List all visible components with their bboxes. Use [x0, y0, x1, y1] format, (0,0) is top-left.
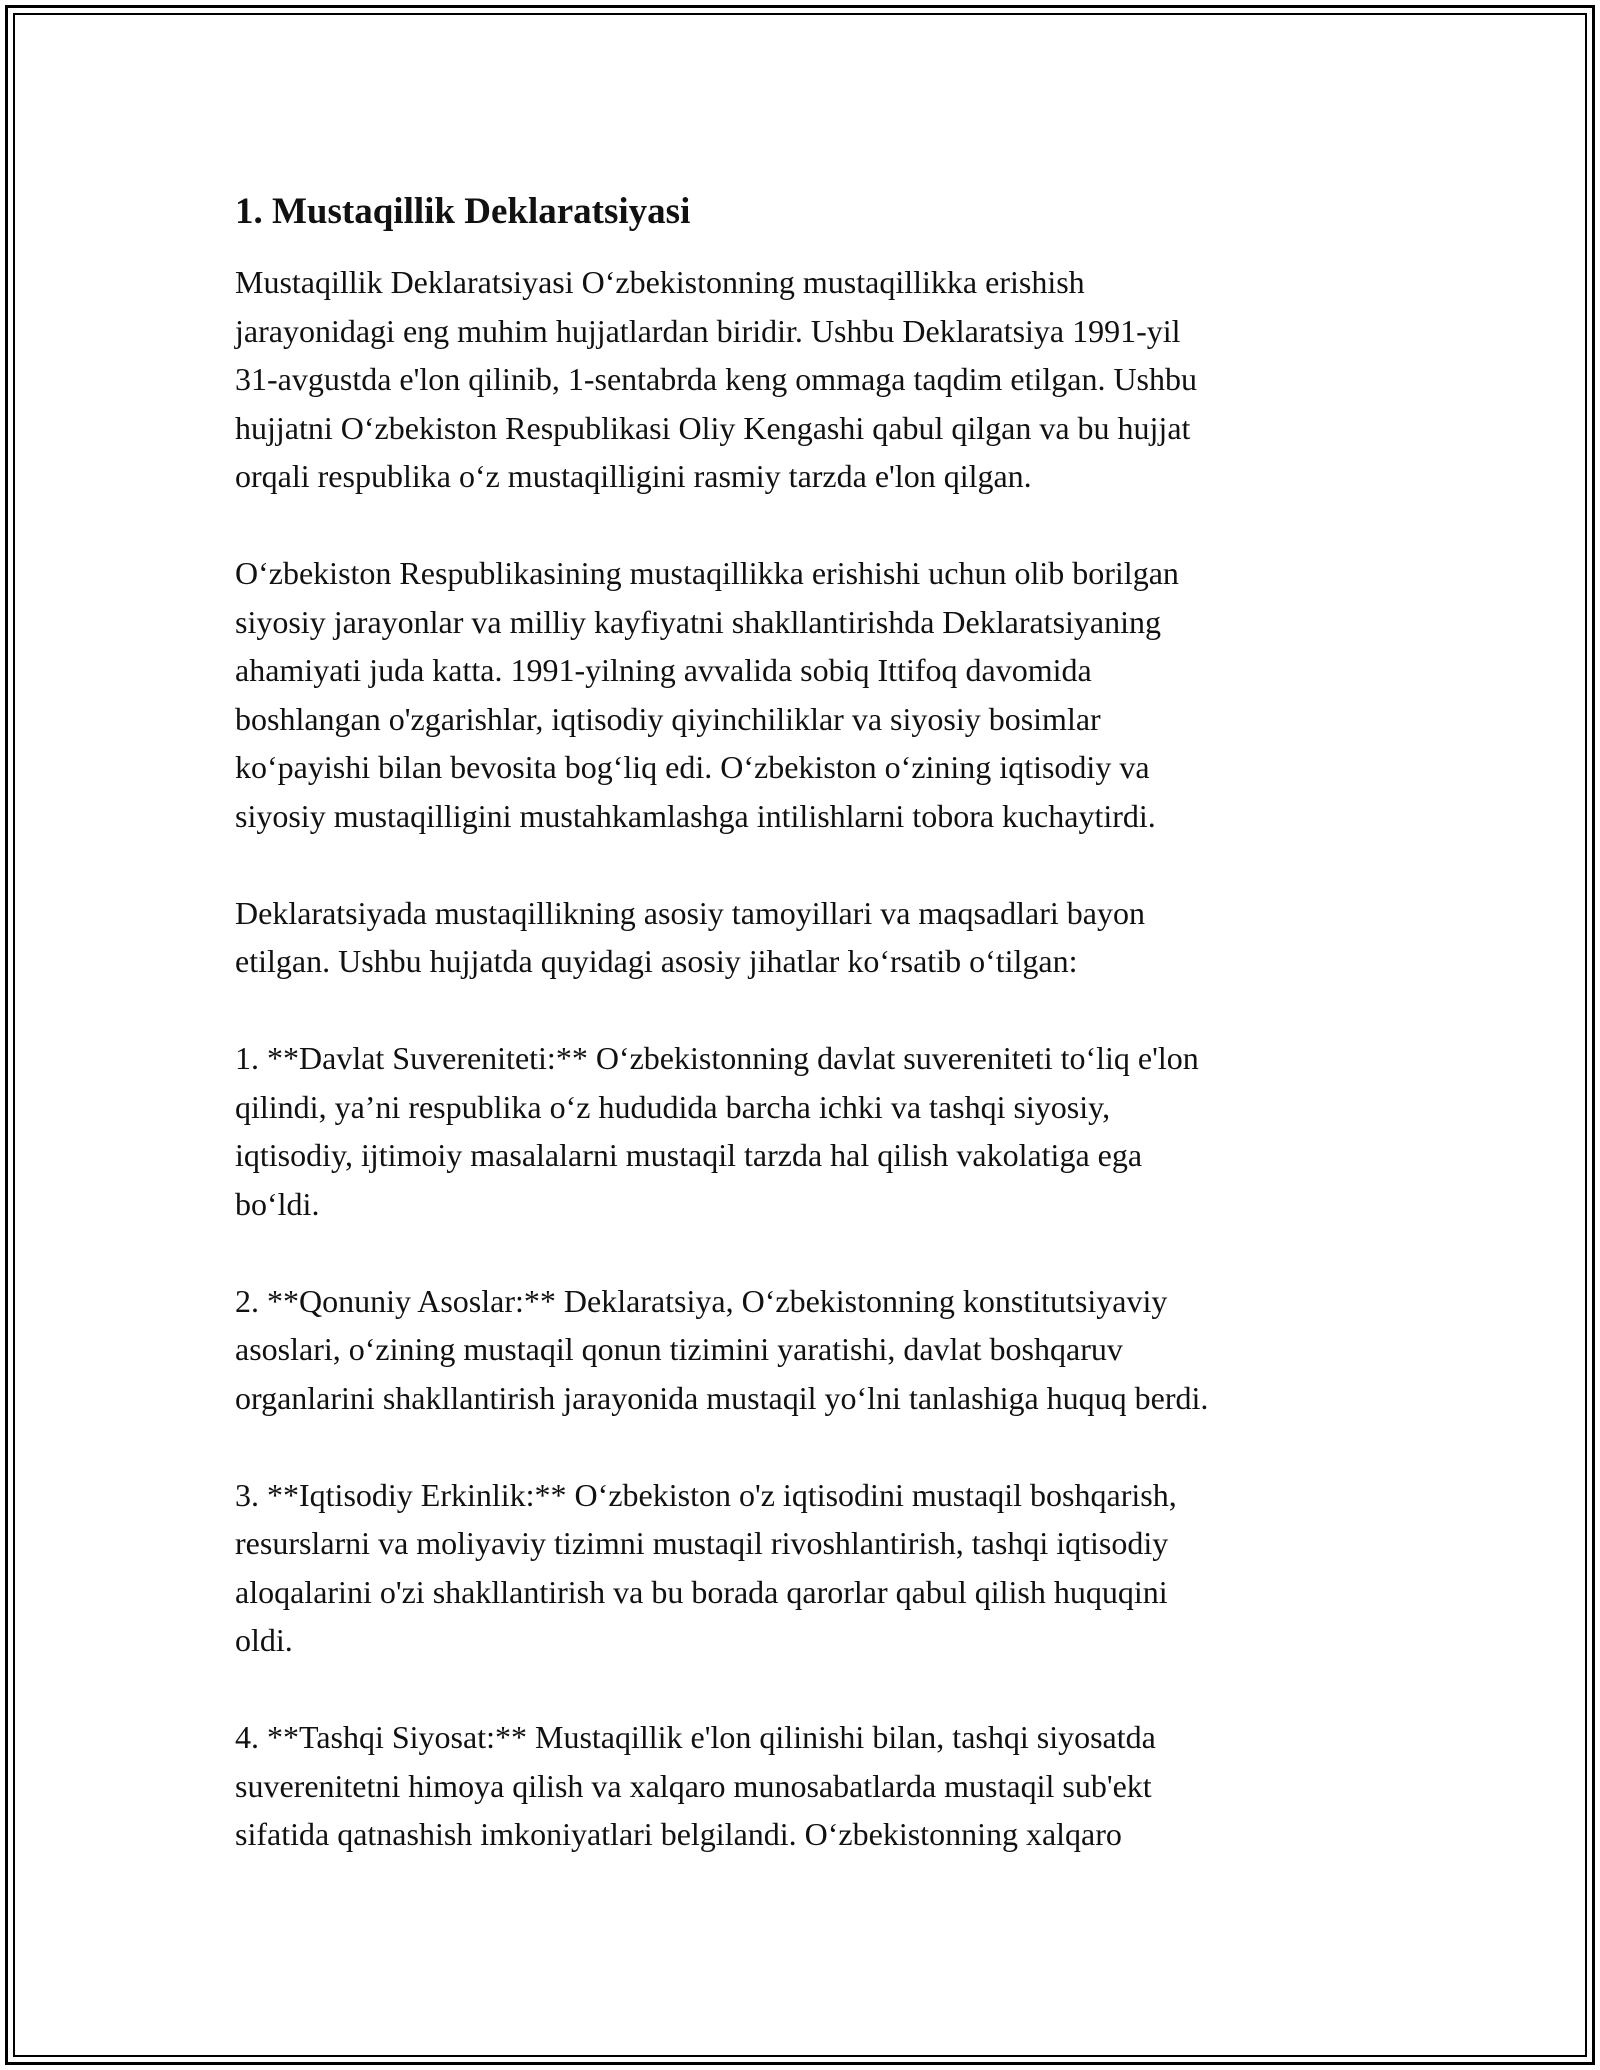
list-item-foreign-policy: 4. **Tashqi Siyosat:** Mustaqillik e'lon qilinishi bilan, tashqi siyosatda suverenitetni himoya qilish va xalqaro munosabatlarda mustaqil sub'ekt sifatida qatnashish imkoniyatlari belgilandi. O‘zbekistonning xalqaro — [235, 1719, 1156, 1852]
list-item-sovereignty: 1. **Davlat Suvereniteti:** O‘zbekistonning davlat suvereniteti to‘liq e'lon qilindi, ya’ni respublika o‘z hududida barcha ichki va tashqi siyosiy, iqtisodiy, ijtimoiy masalalarni mustaqil tarzda hal qilish vakolatiga ega bo‘ldi. — [235, 1040, 1199, 1222]
paragraph-intro: Mustaqillik Deklaratsiyasi O‘zbekistonning mustaqillikka erishish jarayonidagi eng muhim hujjatlardan biridir. Ushbu Deklaratsiya 1991-yil 31-avgustda e'lon qilinib, 1-sentabrda keng ommaga taqdim etilgan. Ushbu hujjatni O‘zbekiston Respublikasi Oliy Kengashi qabul qilgan va bu hujjat orqali respublika o‘z mustaqilligini rasmiy tarzda e'lon qilgan. — [235, 264, 1197, 494]
document-page — [235, 188, 1365, 1859]
list-item-legal-basis: 2. **Qonuniy Asoslar:** Deklaratsiya, O‘zbekistonning konstitutsiyaviy asoslari, o‘zining mustaqil qonun tizimini yaratishi, davlat boshqaruv organlarini shakllantirish jarayonida mustaqil yo‘lni tanlashiga huquq berdi. — [235, 1282, 1209, 1416]
paragraph-principles: Deklaratsiyada mustaqillikning asosiy tamoyillari va maqsadlari bayon etilgan. Ushbu hujjatda quyidagi asosiy jihatlar ko‘rsatib o‘tilgan: — [235, 894, 1145, 979]
paragraph-context: O‘zbekiston Respublikasining mustaqillikka erishishi uchun olib borilgan siyosiy jarayonlar va milliy kayfiyatni shakllantirishda Deklaratsiyaning ahamiyati juda katta. 1991-yilning avvalida sobiq Ittifoq davomida boshlangan o'zgarishlar, iqtisodiy qiyinchiliklar va siyosiy bosimlar ko‘payishi bilan bevosita bog‘liq edi. O‘zbekiston o‘zining iqtisodiy va siyosiy mustaqilligini mustahkamlashga intilishlarni tobora kuchaytirdi. — [235, 555, 1179, 834]
list-item-economic-freedom: 3. **Iqtisodiy Erkinlik:** O‘zbekiston o'z iqtisodini mustaqil boshqarish, resurslarni va moliyaviy tizimni mustaqil rivoshlantirish, tashqi iqtisodiy aloqalarini o'zi shakllantirish va bu borada qarorlar qabul qilish huquqini oldi. — [235, 1476, 1177, 1658]
document-title: 1. Mustaqillik Deklaratsiyasi — [235, 191, 691, 232]
